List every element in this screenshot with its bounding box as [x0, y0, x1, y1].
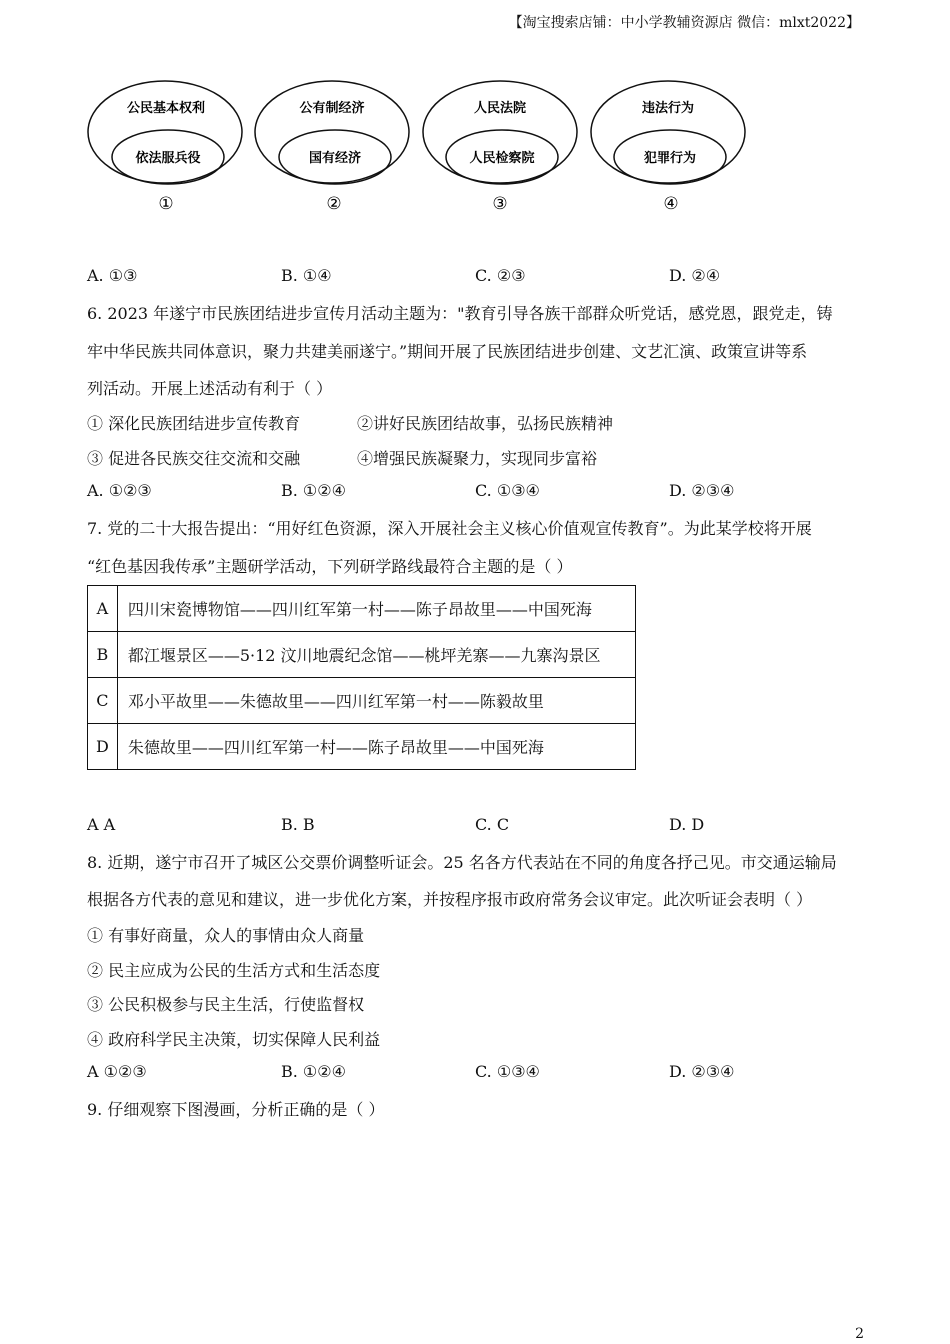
table-row	[88, 632, 636, 678]
q6-statement-4: ④增强民族凝聚力，实现同步富裕	[357, 449, 598, 468]
diagram-item-1	[88, 81, 242, 214]
header-note: 【淘宝搜索店铺：中小学教辅资源店 微信：mlxt2022】	[508, 15, 860, 31]
q8-statement-3: ③ 公民积极参与民主生活，行使监督权	[87, 995, 365, 1014]
concept-diagram	[80, 78, 770, 218]
item-number: ①	[158, 194, 174, 214]
route-text: 都江堰景区——5·12 汶川地震纪念馆——桃坪羌寨——九寨沟景区	[117, 632, 635, 678]
diagram-item-2	[255, 81, 409, 214]
q5-option-a: A. ①③	[87, 266, 138, 285]
q6-statement-3: ③ 促进各民族交往交流和交融	[87, 449, 301, 468]
q6-stem-line-3: 列活动。开展上述活动有利于（ ）	[87, 379, 333, 398]
route-text: 四川宋瓷博物馆——四川红军第一村——陈子昂故里——中国死海	[117, 586, 635, 632]
q6-option-b: B. ①②④	[281, 481, 346, 500]
inner-label: 国有经济	[308, 151, 362, 166]
item-number: ③	[492, 194, 508, 214]
outer-label: 公有制经济	[299, 101, 365, 116]
table-row	[88, 678, 636, 724]
route-letter: A	[88, 586, 118, 632]
outer-label: 人民法院	[473, 101, 527, 116]
q8-stem-line-1: 8. 近期，遂宁市召开了城区公交票价调整听证会。25 名各方代表站在不同的角度各抒己见。市交通运输局	[87, 853, 837, 872]
q6-option-c: C. ①③④	[475, 481, 540, 500]
inner-label: 犯罪行为	[643, 151, 697, 166]
route-letter: D	[88, 724, 118, 770]
q8-statement-4: ④ 政府科学民主决策，切实保障人民利益	[87, 1030, 381, 1049]
route-text: 朱德故里——四川红军第一村——陈子昂故里——中国死海	[117, 724, 635, 770]
q7-stem-line-2: “红色基因我传承”主题研学活动，下列研学路线最符合主题的是（ ）	[87, 557, 573, 576]
q7-option-d: D. D	[669, 815, 705, 834]
q8-statement-2: ② 民主应成为公民的生活方式和生活态度	[87, 961, 381, 980]
route-table	[87, 585, 636, 770]
q8-option-d: D. ②③④	[669, 1062, 735, 1081]
item-number: ②	[326, 194, 342, 214]
q6-statement-1: ① 深化民族团结进步宣传教育	[87, 414, 301, 433]
q6-statement-2: ②讲好民族团结故事，弘扬民族精神	[357, 414, 614, 433]
q6-option-a: A. ①②③	[87, 481, 152, 500]
q5-option-c: C. ②③	[475, 266, 526, 285]
table-row	[88, 724, 636, 770]
q8-statement-1: ① 有事好商量，众人的事情由众人商量	[87, 926, 365, 945]
diagram-item-3	[423, 81, 577, 214]
inner-label: 依法服兵役	[135, 151, 201, 166]
page-number: 2	[855, 1326, 864, 1342]
table-row	[88, 586, 636, 632]
q7-option-c: C. C	[475, 815, 510, 834]
q7-option-a: A A	[87, 815, 116, 834]
q8-stem-line-2: 根据各方代表的意见和建议，进一步优化方案，并按程序报市政府常务会议审定。此次听证会表明（ ）	[87, 890, 813, 909]
q7-stem-line-1: 7. 党的二十大报告提出：“用好红色资源，深入开展社会主义核心价值观宣传教育”。为此某学校将开展	[87, 519, 812, 538]
item-number: ④	[663, 194, 679, 214]
outer-label: 违法行为	[641, 101, 695, 116]
inner-label: 人民检察院	[469, 151, 535, 166]
diagram-item-4	[591, 81, 745, 214]
q6-stem-line-1: 6. 2023 年遂宁市民族团结进步宣传月活动主题为："教育引导各族干部群众听党话，感党恩，跟党走，铸	[87, 304, 833, 323]
q9-stem: 9. 仔细观察下图漫画，分析正确的是（ ）	[87, 1100, 385, 1119]
q8-option-b: B. ①②④	[281, 1062, 346, 1081]
q8-option-a: A ①②③	[87, 1062, 147, 1081]
outer-label: 公民基本权利	[126, 101, 206, 116]
route-text: 邓小平故里——朱德故里——四川红军第一村——陈毅故里	[117, 678, 635, 724]
q5-option-d: D. ②④	[669, 266, 721, 285]
q8-option-c: C. ①③④	[475, 1062, 540, 1081]
q7-option-b: B. B	[281, 815, 315, 834]
route-letter: B	[88, 632, 118, 678]
q5-option-b: B. ①④	[281, 266, 332, 285]
q6-stem-line-2: 牢中华民族共同体意识，聚力共建美丽遂宁。”期间开展了民族团结进步创建、文艺汇演、政策宣讲等系	[87, 342, 808, 361]
route-letter: C	[88, 678, 118, 724]
q6-option-d: D. ②③④	[669, 481, 735, 500]
